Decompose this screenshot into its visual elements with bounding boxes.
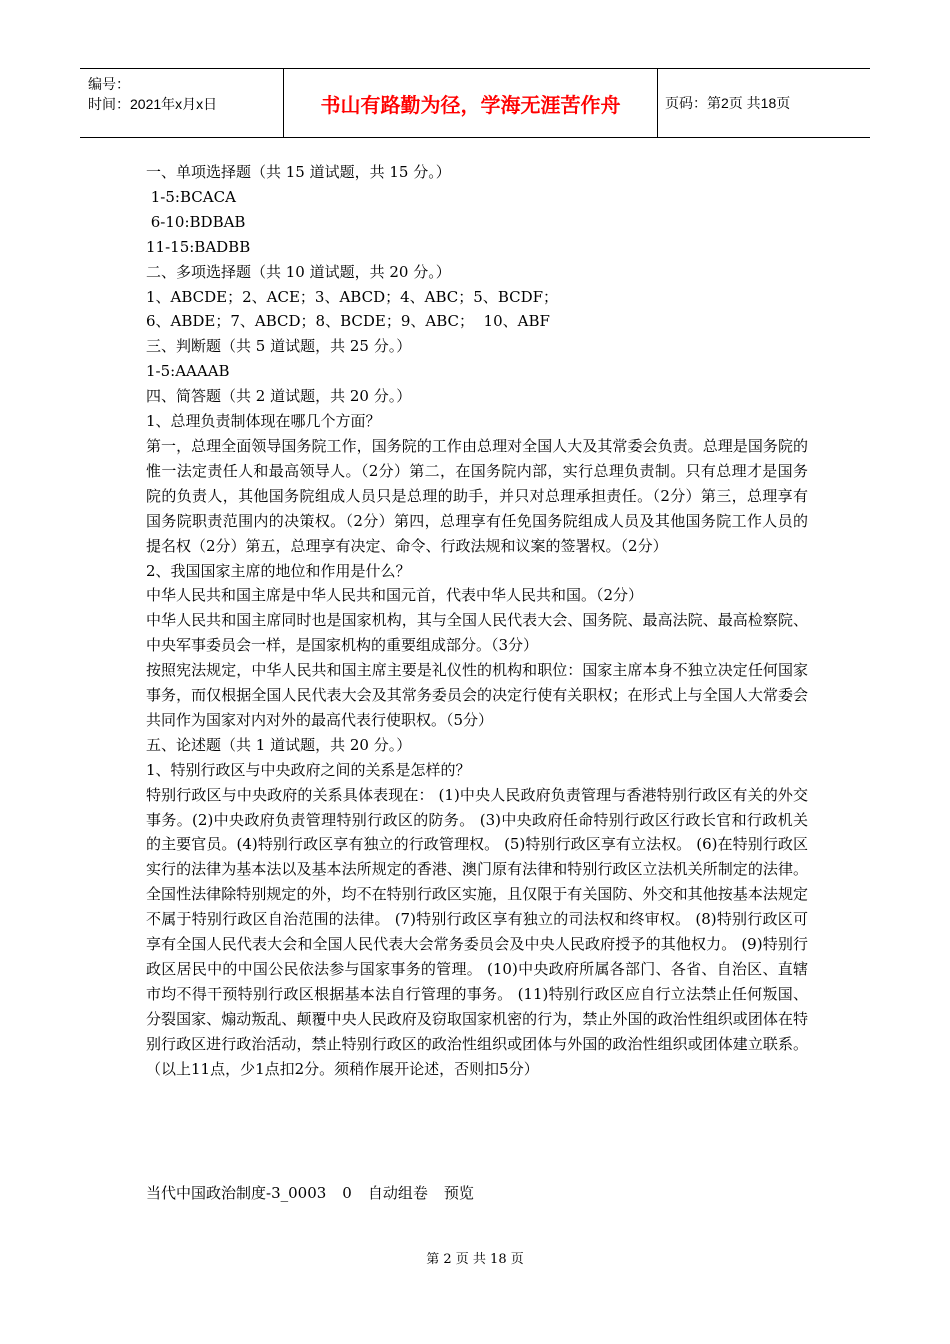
motto: 书山有路勤为径，学海无涯苦作舟 <box>320 92 621 117</box>
answer-line: 1-5:AAAAB <box>146 362 230 381</box>
answer-2-part-1: 中华人民共和国主席是中华人民共和国元首，代表中华人民共和国。（2分） <box>146 586 644 605</box>
answer-1: 第一，总理全面领导国务院工作，国务院的工作由总理对全国人大及其常委会负责。总理是国务院的惟一法定责任人和最高领导人。（2分）第二，在国务院内部，实行总理负责制。只有总理才是国务院的负责人，其他国务院组成人员只是总理的助手，并只对总理承担责任。（2分）第三，总理享有国务院职责范围内的决策权。（2分）第四，总理享有任免国务院组成人员及其他国务院工作人员的提名权（2分）第五，总理享有决定、命令、行政法规和议案的签署权。（2分） <box>146 436 808 555</box>
section-3-title: 三、判断题（共 5 道试题，共 25 分。） <box>146 337 412 356</box>
answer-2-part-3: 按照宪法规定，中华人民共和国主席主要是礼仪性的机构和职位：国家主席本身不独立决定任何国家事务，而仅根据全国人民代表大会及其常务委员会的决定行使有关职权；在形式上与全国人大常委会共同作为国家对内对外的最高代表行使职权。（5分） <box>146 661 808 729</box>
section-1-title: 一、单项选择题（共 15 道试题，共 15 分。） <box>146 163 451 181</box>
document-body <box>146 160 808 1082</box>
doc-num: 0 <box>342 1184 352 1202</box>
answer-line: 6-10:BDBAB <box>146 212 246 231</box>
number-label: 编号： <box>88 76 130 92</box>
page-footer: 第 2 页 共 18 页 <box>426 1252 524 1267</box>
header-page-info: 页码：第2页 共18页 <box>665 95 791 111</box>
section-2-title: 二、多项选择题（共 10 道试题，共 20 分。） <box>146 262 451 281</box>
document-id <box>146 1182 490 1203</box>
answer-line: 11-15:BADBB <box>146 237 251 256</box>
question-2: 2、我国国家主席的地位和作用是什么？ <box>146 561 411 580</box>
doc-preview: 预览 <box>443 1184 474 1202</box>
section-4-title: 四、简答题（共 2 道试题，共 20 分。） <box>146 387 412 406</box>
question-3: 1、特别行政区与中央政府之间的关系是怎样的？ <box>146 760 471 779</box>
answer-line: 6、ABDE；7、ABCD；8、BCDE；9、ABC； 10、ABF <box>146 312 550 331</box>
answer-2-part-2: 中华人民共和国主席同时也是国家机构，其与全国人民代表大会、国务院、最高法院、最高检察院、中央军事委员会一样，是国家机构的重要组成部分。（3分） <box>146 611 808 655</box>
answer-line: 1、ABCDE；2、ACE；3、ABCD；4、ABC；5、BCDF； <box>146 287 559 306</box>
doc-mode: 自动组卷 <box>367 1184 428 1202</box>
answer-line: 1-5:BCACA <box>146 187 236 206</box>
page-header <box>80 68 870 138</box>
header-motto-cell <box>283 69 658 137</box>
question-1: 1、总理负责制体现在哪几个方面？ <box>146 412 381 431</box>
section-5-title: 五、论述题（共 1 道试题，共 20 分。） <box>146 735 412 754</box>
date-label: 时间：2021年x月x日 <box>88 96 218 112</box>
doc-code: 当代中国政治制度-3_0003 <box>146 1184 327 1202</box>
header-meta <box>80 69 283 137</box>
answer-3: 特别行政区与中央政府的关系具体表现在： (1)中央人民政府负责管理与香港特别行政区有关的外交事务。(2)中央政府负责管理特别行政区的防务。 (3)中央政府任命特别行政区行政长官和行政机关的主要官员。(4)特别行政区享有独立的行政管理权。 (5)特别行政区享有立法权。 (6)在特别行政区实行的法律为基本法以及基本法所规定的香港、澳门原有法律和特别行政区立法机关所制定的法律。全国性法律除特别规定的外，均不在特别行政区实施，且仅限于有关国防、外交和其他按基本法规定不属于特别行政区自治范围的法律。 (7)特别行政区享有独立的司法权和终审权。 (8)特别行政区可享有全国人民代表大会和全国人民代表大会常务委员会及中央人民政府授予的其他权力。 (9)特别行政区居民中的中国公民依法参与国家事务的管理。 (10)中央政府所属各部门、各省、自治区、直辖市均不得干预特别行政区根据基本法自行管理的事务。 (11)特别行政区应自行立法禁止任何叛国、分裂国家、煽动叛乱、颠覆中央人民政府及窃取国家机密的行为，禁止外国的政治性组织或团体在特别行政区进行政治活动，禁止特别行政区的政治性组织或团体与外国的政治性组织或团体建立联系。 （以上11点，少1点扣2分。须稍作展开论述，否则扣5分） <box>146 785 808 1078</box>
